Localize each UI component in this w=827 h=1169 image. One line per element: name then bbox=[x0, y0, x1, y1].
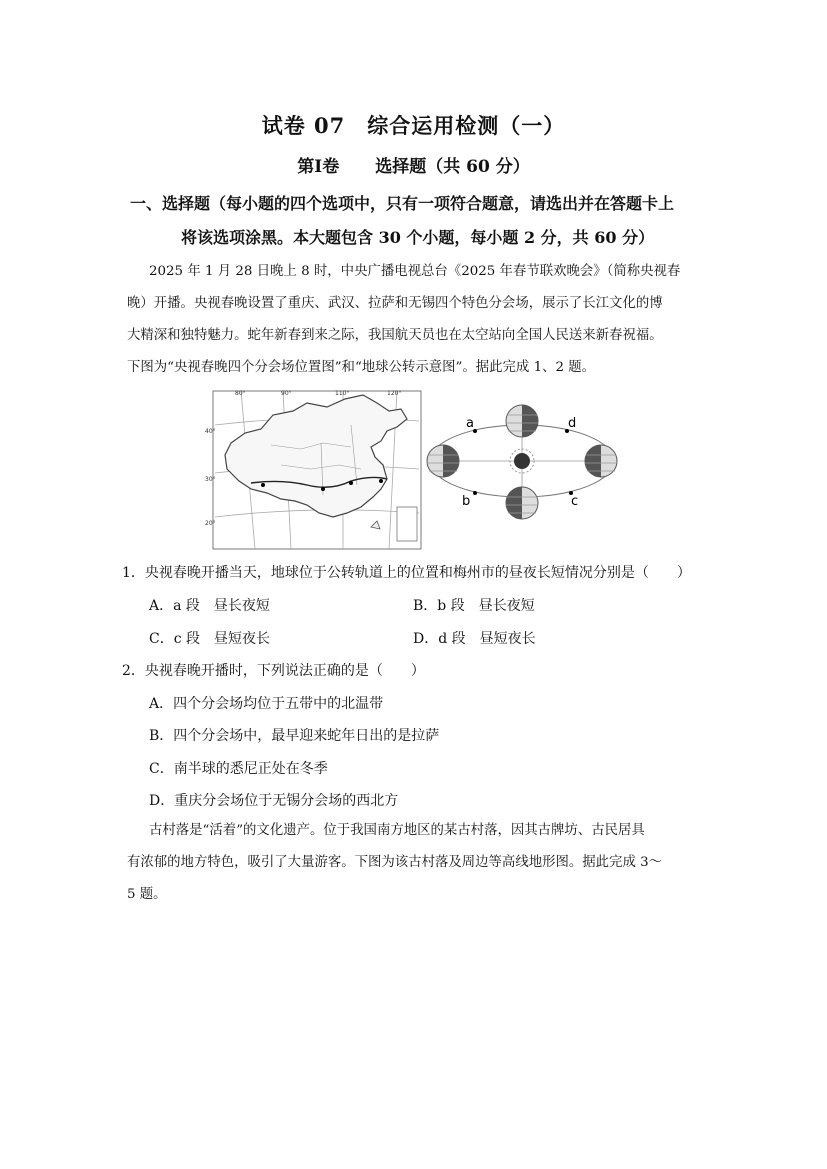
orbit-label-d: d bbox=[568, 416, 577, 431]
part-name: 第Ⅰ卷 bbox=[297, 157, 340, 177]
earth-icon bbox=[506, 405, 538, 437]
lon-label: 110° bbox=[335, 390, 350, 397]
question-2-stem: 2．央视春晚开播时，下列说法正确的是（ ） bbox=[122, 663, 425, 679]
sun-icon bbox=[514, 453, 530, 469]
intro2-line2: 有浓郁的地方特色，吸引了大量游客。下图为该古村落及周边等高线地形图。据此完成 3～ bbox=[127, 855, 663, 870]
question-2-option-a: A．四个分会场均位于五带中的北温带 bbox=[149, 696, 384, 712]
section-instruction-line1: 一、选择题（每小题的四个选项中，只有一项符合题意，请选出并在答题卡上 bbox=[130, 194, 675, 213]
lat-label: 20° bbox=[205, 520, 216, 527]
lon-label: 120° bbox=[387, 390, 402, 397]
part-label: 选择题（共 60 分） bbox=[375, 157, 530, 177]
question-1-option-b: B．b 段 昼长夜短 bbox=[413, 598, 535, 614]
intro2-line1: 古村落是“活着”的文化遗产。位于我国南方地区的某古村落，因其古牌坊、古民居具 bbox=[149, 823, 645, 838]
earth-orbit-diagram bbox=[427, 405, 617, 519]
question-1-option-d: D．d 段 昼短夜长 bbox=[413, 631, 536, 647]
earth-icon bbox=[506, 487, 538, 519]
part-heading bbox=[0, 152, 827, 177]
orbit-label-b: b bbox=[462, 494, 471, 509]
figure-map-and-orbit bbox=[205, 385, 631, 555]
intro1-line4: 下图为“央视春晚四个分会场位置图”和“地球公转示意图”。据此完成 1、2 题。 bbox=[127, 360, 596, 375]
south-sea-inset bbox=[397, 507, 417, 541]
question-1-option-a: A．a 段 昼长夜短 bbox=[149, 598, 270, 614]
page-title: 试卷 07 综合运用检测（一） bbox=[261, 113, 566, 138]
intro1-line2: 晚）开播。央视春晚设置了重庆、武汉、拉萨和无锡四个特色分会场，展示了长江文化的博 bbox=[127, 296, 663, 311]
lat-label: 30° bbox=[205, 476, 216, 483]
venue-marker-wuhan bbox=[349, 481, 353, 485]
question-2-option-b: B．四个分会场中，最早迎来蛇年日出的是拉萨 bbox=[149, 728, 440, 744]
orbit-label-a: a bbox=[466, 416, 474, 431]
venue-location-map bbox=[205, 390, 421, 549]
question-1-stem: 1．央视春晚开播当天，地球位于公转轨道上的位置和梅州市的昼夜长短情况分别是（ ） bbox=[122, 565, 691, 581]
lat-label: 40° bbox=[205, 428, 216, 435]
intro1-line3: 大精深和独特魅力。蛇年新春到来之际，我国航天员也在太空站向全国人民送来新春祝福。 bbox=[127, 328, 663, 343]
question-2-option-d: D．重庆分会场位于无锡分会场的西北方 bbox=[149, 793, 399, 809]
venue-marker-lhasa bbox=[261, 483, 265, 487]
earth-icon bbox=[585, 445, 617, 477]
question-1-option-c: C．c 段 昼短夜长 bbox=[149, 631, 271, 647]
section-instruction-line2: 将该选项涂黑。本大题包含 30 个小题，每小题 2 分，共 60 分） bbox=[181, 228, 655, 247]
orbit-label-c: c bbox=[571, 494, 579, 509]
earth-icon bbox=[427, 445, 459, 477]
lon-label: 80° bbox=[235, 390, 246, 397]
venue-marker-wuxi bbox=[379, 479, 383, 483]
intro2-line3: 5 题。 bbox=[127, 887, 167, 902]
intro1-line1: 2025 年 1 月 28 日晚上 8 时，中央广播电视总台《2025 年春节联欢晚会》（简称央视春 bbox=[149, 264, 681, 279]
lon-label: 90° bbox=[281, 390, 292, 397]
venue-marker-chongqing bbox=[321, 487, 325, 491]
question-2-option-c: C．南半球的悉尼正处在冬季 bbox=[149, 761, 328, 777]
